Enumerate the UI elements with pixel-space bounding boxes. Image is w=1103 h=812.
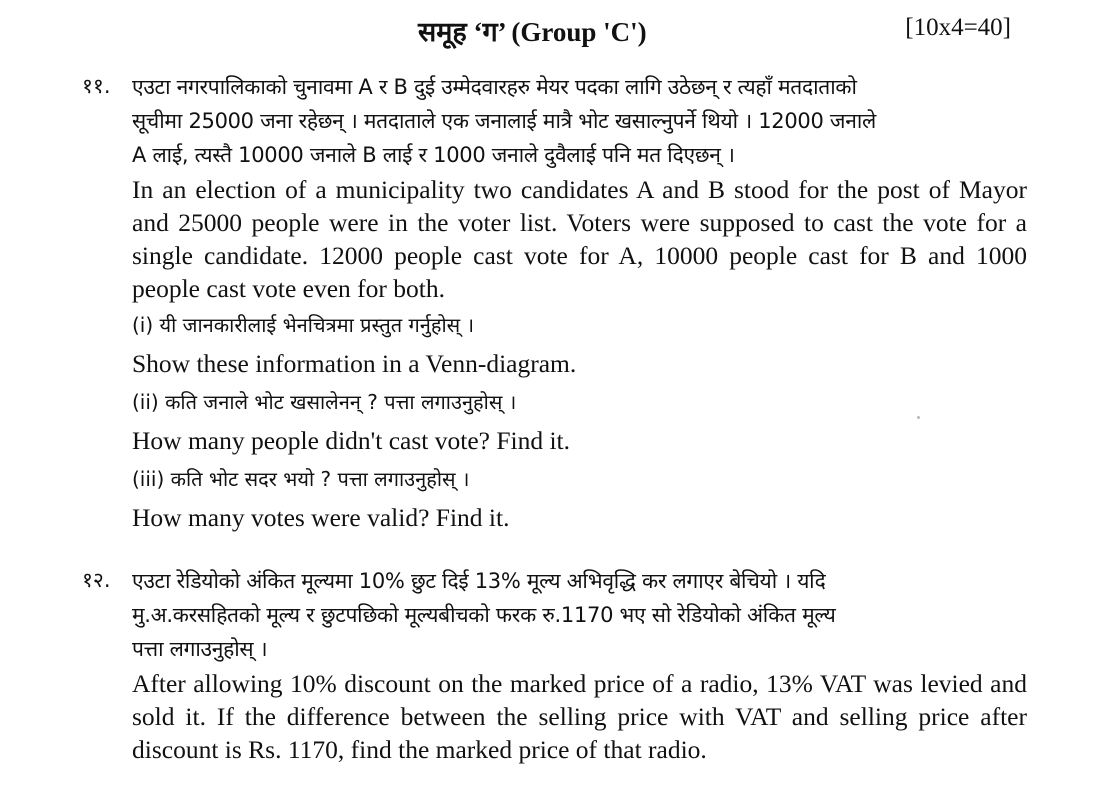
- part-i-nepali: (i) यी जानकारीलाई भेनचित्रमा प्रस्तुत गर्नुहोस् ।: [132, 313, 475, 337]
- marks-allocation: [10x4=40]: [905, 14, 1011, 41]
- english-text: After allowing 10% discount on the marked price of a radio, 13% VAT was levied and sold it. If the difference between the selling price with VAT and selling price after discount is Rs. 1170, find the marked price of that radio.: [132, 669, 1027, 764]
- nepali-text-line: एउटा नगरपालिकाको चुनावमा A र B दुई उम्मेदवारहरु मेयर पदका लागि उठेछन् र त्यहाँ मतदाताको: [132, 75, 857, 99]
- part-ii-nepali: (ii) कति जनाले भोट खसालेनन् ? पत्ता लगाउनुहोस् ।: [132, 390, 517, 414]
- part-i-english: Show these information in a Venn-diagram.: [132, 349, 577, 378]
- part-iii-nepali: (iii) कति भोट सदर भयो ? पत्ता लगाउनुहोस् ।: [132, 467, 470, 491]
- question-number: ११.: [82, 74, 111, 98]
- group-title: समूह ‘ग’ (Group 'C'): [418, 17, 647, 47]
- nepali-text-line: मु.अ.करसहितको मूल्य र छुटपछिको मूल्यबीचको फरक रु.1170 भए सो रेडियोको अंकित मूल्य: [132, 603, 836, 627]
- nepali-text-line: एउटा रेडियोको अंकित मूल्यमा 10% छुट दिई 13% मूल्य अभिवृद्धि कर लगाएर बेचियो । यदि: [132, 569, 826, 593]
- question-number: १२.: [82, 568, 111, 592]
- nepali-text-line: A लाई, त्यस्तै 10000 जनाले B लाई र 1000 जनाले दुवैलाई पनि मत दिएछन् ।: [132, 143, 735, 167]
- english-text: In an election of a municipality two candidates A and B stood for the post of Mayor and 25000 people were in the voter list. Voters were supposed to cast the vote for a single candidate. 12000 people cast vote for A, 10000 people cast for B and 1000 people cast vote even for both.: [132, 175, 1027, 303]
- question-body: [132, 564, 1027, 766]
- question-body: [132, 70, 1027, 536]
- section-header: [0, 12, 1103, 52]
- stray-mark: [917, 416, 920, 419]
- part-ii-english: How many people didn't cast vote? Find it.: [132, 426, 571, 455]
- nepali-text-line: सूचीमा 25000 जना रहेछन् । मतदाताले एक जनालाई मात्रै भोट खसाल्नुपर्ने थियो । 12000 जनाले: [132, 109, 876, 133]
- part-iii-english: How many votes were valid? Find it.: [132, 503, 510, 532]
- nepali-text-line: पत्ता लगाउनुहोस् ।: [132, 637, 268, 661]
